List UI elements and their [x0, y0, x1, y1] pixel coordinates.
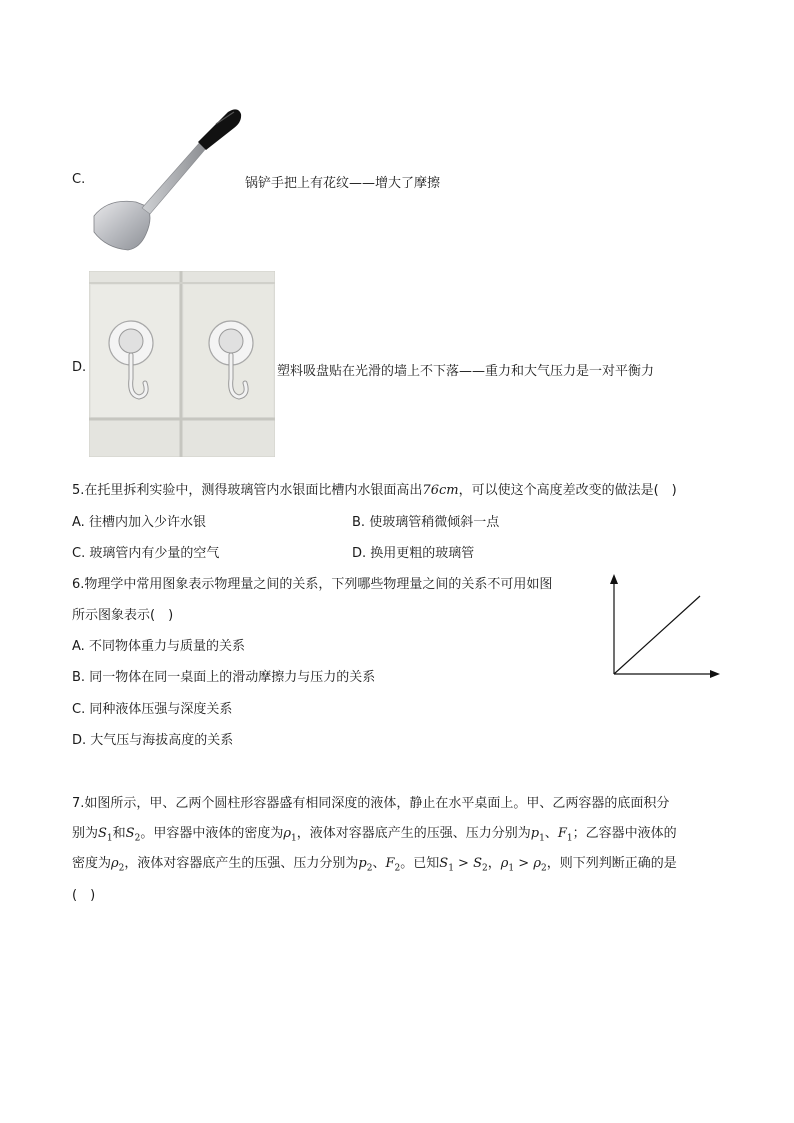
question-7-answer-paren: ( ) [72, 888, 96, 903]
graph-line [614, 596, 700, 674]
q6-option-d: D. 大气压与海拔高度的关系 [72, 733, 234, 748]
option-c-text: 锅铲手把上有花纹——增大了摩擦 [245, 176, 441, 191]
question-5-stem: 5.在托里拆利实验中，测得玻璃管内水银面比槽内水银面高出76cm，可以使这个高度差改变的做法是( ) [72, 483, 677, 498]
q6-option-a: A. 不同物体重力与质量的关系 [72, 639, 245, 654]
question-6-stem-line2: 所示图象表示( ) [72, 608, 174, 623]
question-7-line3: 密度为$\rho_2$，液体对容器底产生的压强、压力分别为$p_2$、$F_2$。已知$S_1 > S_2$，$\rho_1 > \rho_2$，则下列判断正确的是 [72, 856, 677, 874]
graph-x-arrow [710, 670, 720, 678]
option-d-letter: D. [72, 360, 87, 375]
question-7-line1: 7.如图所示，甲、乙两个圆柱形容器盛有相同深度的液体，静止在水平桌面上。甲、乙两容器的底面积分 [72, 796, 670, 811]
spatula-image [88, 106, 246, 254]
option-c-letter: C. [72, 172, 86, 187]
question-6-stem-line1: 6.物理学中常用图象表示物理量之间的关系，下列哪些物理量之间的关系不可用如图 [72, 577, 553, 592]
proportional-graph [604, 570, 724, 682]
q5-option-b: B. 使玻璃管稍微倾斜一点 [352, 515, 500, 530]
option-d-text: 塑料吸盘贴在光滑的墙上不下落——重力和大气压力是一对平衡力 [277, 364, 655, 379]
q6-option-b: B. 同一物体在同一桌面上的滑动摩擦力与压力的关系 [72, 670, 376, 685]
graph-y-arrow [610, 574, 618, 584]
q5-option-d: D. 换用更粗的玻璃管 [352, 546, 475, 561]
q6-option-c: C. 同种液体压强与深度关系 [72, 702, 233, 717]
q5-option-c: C. 玻璃管内有少量的空气 [72, 546, 220, 561]
question-7-line2: 别为$S_1$和$S_2$。甲容器中液体的密度为$\rho_1$，液体对容器底产生的压强、压力分别为$p_1$、$F_1$；乙容器中液体的 [72, 826, 677, 844]
q5-option-a: A. 往槽内加入少许水银 [72, 515, 206, 530]
suction-hooks-image [89, 271, 275, 457]
